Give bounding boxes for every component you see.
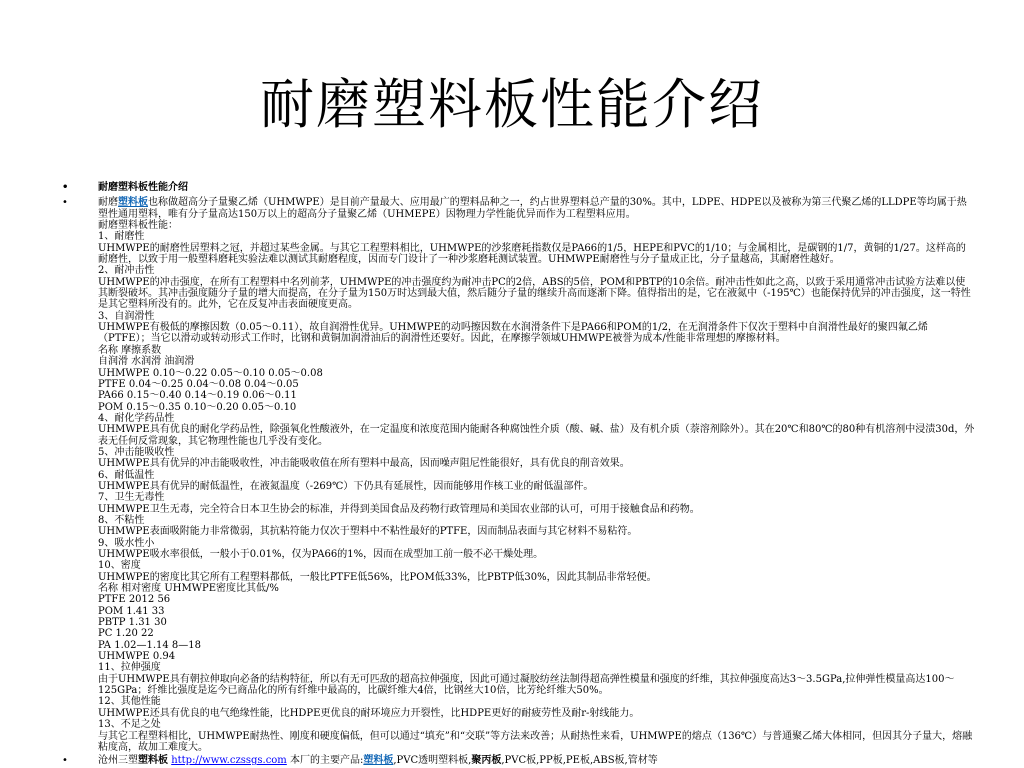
body-line: UHMWPE表面吸附能力非常微弱，其抗粘符能力仅次于塑料中不粘性最好的PTFE，因而制品表面与其它材料不易粘符。 — [98, 526, 638, 538]
body-line: UHMWPE具有优异的冲击能吸收性，冲击能吸收值在所有塑料中最高，因而噪声阻尼性能很好，具有优良的削音效果。 — [98, 458, 630, 470]
footer-products-2: ,PVC板,PP板,PE板,ABS板,管材等 — [501, 755, 658, 767]
body-line: UHMWPE吸水率很低，一般小于0.01%，仅为PA66的1%，因而在成型加工前一般不必干燥处理。 — [98, 549, 544, 560]
body-line: PA66 0.15～0.40 0.14～0.19 0.06～0.11 — [98, 390, 297, 402]
website-link[interactable]: http://www.czssgs.com — [171, 755, 287, 767]
body-line: PC 1.20 22 — [98, 628, 154, 640]
body-line: UHMWPE的耐磨性居塑料之冠，并超过某些金属。与其它工程塑料相比，UHMWPE的沙浆磨耗指数仅是PA66的1/5，HEPE和PVC的1/10；与金属相比，是碳钢的1/7，黄铜的1/27。这样高的耐磨性，以致于用一般塑料磨耗实验法难以测试其耐磨程度，因而专门设计了一种沙浆磨耗测试装置。UHMWPE耐磨性与分子量成正比，分子量越高，其耐磨性越好。 — [98, 242, 966, 266]
body-line: UHMWPE具有优良的耐化学药品性，除强氧化性酸液外，在一定温度和浓度范围内能耐各种腐蚀性介质（酸、碱、盐）及有机介质（萘溶剂除外）。其在20℃和80℃的80种有机溶剂中浸渍30d，外表无任何反常现象，其它物理性能也几乎没有变化。 — [98, 424, 975, 447]
intro-post: 也称做超高分子量聚乙烯（UHMWPE）是目前产量最大、应用最广的塑料品种之一，约占世界塑料总产量的30%。其中，LDPE、HDPE以及被称为第三代聚乙烯的LLDPE等均属于热塑性通用塑料，唯有分子量高达150万以上的超高分子量聚乙烯（UHMEPE）因物理力学性能优异而作为工程塑料应用。 — [98, 197, 967, 220]
slide-content — [60, 182, 975, 767]
body-line: 名称 摩擦系数 — [98, 344, 162, 356]
body-line: PTFE 0.04～0.25 0.04～0.08 0.04～0.05 — [98, 378, 299, 390]
bullet-dot: • — [62, 182, 69, 193]
body-line: UHMWPE 0.10～0.22 0.05～0.10 0.05～0.08 — [98, 367, 323, 379]
body-line: 1、耐磨性 — [98, 231, 145, 243]
body-line: PBTP 1.31 30 — [98, 617, 167, 629]
body-line: 9、吸水性小 — [98, 537, 155, 549]
body-line: 10、密度 — [98, 560, 141, 572]
body-line: 13、不足之处 — [98, 719, 161, 731]
body-line: 11、拉伸强度 — [98, 662, 161, 674]
body-line: 5、冲击能吸收性 — [98, 446, 175, 458]
footer-keyword-link[interactable]: 塑料板 — [363, 755, 394, 767]
body-line: 由于UHMWPE具有朝拉伸取向必备的结构特征，所以有无可匹敌的超高拉伸强度，因此可通过凝胶纺丝法制得超高弹性模量和强度的纤维，其拉伸强度高达3～3.5GPa,拉伸弹性模量高达100～125GPa；纤维比强度是迄今已商品化的所有纤维中最高的，比碳纤维大4倍，比钢丝大10倍，比芳纶纤维大50%。 — [98, 673, 955, 697]
body-lines — [98, 220, 975, 753]
body-line: UHMWPE具有优异的耐低温性，在液氮温度（-269℃）下仍具有延展性，因而能够用作核工业的耐低温部件。 — [98, 480, 594, 492]
body-line: 耐磨塑料板性能： — [98, 220, 178, 232]
bullet-dot: • — [62, 197, 68, 209]
footer-products-label: 本厂的主要产品: — [286, 755, 364, 767]
body-line: 自润滑 水润滑 油润滑 — [98, 356, 195, 368]
body-line: UHMWPE的冲击强度，在所有工程塑料中名列前茅，UHMWPE的冲击强度约为耐冲击PC的2倍，ABS的5倍，POM和PBTP的10余倍。耐冲击性如此之高，以致于采用通常冲击试验方法难以使其断裂破坏。其冲击强度随分子量的增大而提高，在分子量为150万时达到最大值，然后随分子量的继续升高而逐渐下降。值得指出的是，它在液氮中（-195℃）也能保持优异的冲击强度，这一特性是其它塑料所没有的。此外，它在反复冲击表面硬度更高。 — [98, 276, 971, 311]
bullet-heading — [60, 182, 975, 193]
body-line: 与其它工程塑料相比，UHMWPE耐热性、刚度和硬度偏低，但可以通过“填充”和“交联”等方法来改善；从耐热性来看，UHMWPE的熔点（136℃）与普通聚乙烯大体相同，但因其分子量大，熔融粘度高，故加工难度大。 — [98, 730, 973, 753]
body-line: 12、其他性能 — [98, 696, 161, 708]
body-line: PA 1.02—1.14 8—18 — [98, 639, 202, 651]
body-line: 7、卫生无毒性 — [98, 492, 165, 504]
body-line: 名称 相对密度 UHMWPE密度比其低/% — [98, 583, 279, 595]
body-line: POM 1.41 33 — [98, 605, 165, 617]
body-line: 4、耐化学药品性 — [98, 412, 175, 424]
bullet-footer — [60, 755, 975, 766]
body-line: 8、不粘性 — [98, 514, 145, 526]
footer-bold-product-2: 聚丙板 — [471, 755, 502, 767]
body-line: 6、耐低温性 — [98, 469, 155, 481]
body-line: UHMWPE 0.94 — [98, 651, 176, 663]
intro-paragraph — [98, 197, 975, 220]
body-line: UHMWPE的密度比其它所有工程塑料都低，一般比PTFE低56%，比POM低33%，比PBTP低30%，因此其制品非常轻便。 — [98, 571, 657, 583]
body-line: 2、耐冲击性 — [98, 265, 155, 277]
page-title: 耐磨塑料板性能介绍 — [260, 73, 764, 136]
body-line: PTFE 2012 56 — [98, 594, 171, 606]
body-line: 3、自润滑性 — [98, 310, 155, 322]
body-line: UHMWPE有极低的摩擦因数（0.05～0.11），故自润滑性优异。UHMWPE的动吗擦因数在水润滑条件下是PA66和POM的1/2，在无润滑条件下仅次于塑料中自润滑性最好的聚四氟乙烯（PTFE）；当它以滑动或转动形式工作时，比钢和黄铜加润滑油后的润滑性还要好。因此，在摩擦学领域UHMWPE被誉为成本/性能非常理想的摩擦材料。 — [98, 322, 928, 345]
keyword-link[interactable]: 塑料板 — [118, 197, 148, 209]
bullet-body — [60, 197, 975, 753]
body-line: UHMWPE卫生无毒，完全符合日本卫生协会的标准，并得到美国食品及药物行政管理局和美国农业部的认可，可用于接触食品和药物。 — [98, 503, 700, 515]
footer-bold-product: 塑料板 — [138, 755, 168, 767]
body-line: UHMWPE还具有优良的电气绝缘性能，比HDPE更优良的耐环境应力开裂性，比HDPE更好的耐疲劳性及耐r-射线能力。 — [98, 707, 640, 719]
footer-company: 沧州三塑 — [98, 755, 138, 767]
bullet-dot: • — [62, 755, 68, 767]
bullet-heading-text: 耐磨塑料板性能介绍 — [98, 182, 188, 193]
footer-products-1: ,PVC透明塑料板, — [393, 755, 472, 767]
body-line: POM 0.15～0.35 0.10～0.20 0.05～0.10 — [98, 401, 297, 413]
intro-pre: 耐磨 — [98, 197, 118, 209]
